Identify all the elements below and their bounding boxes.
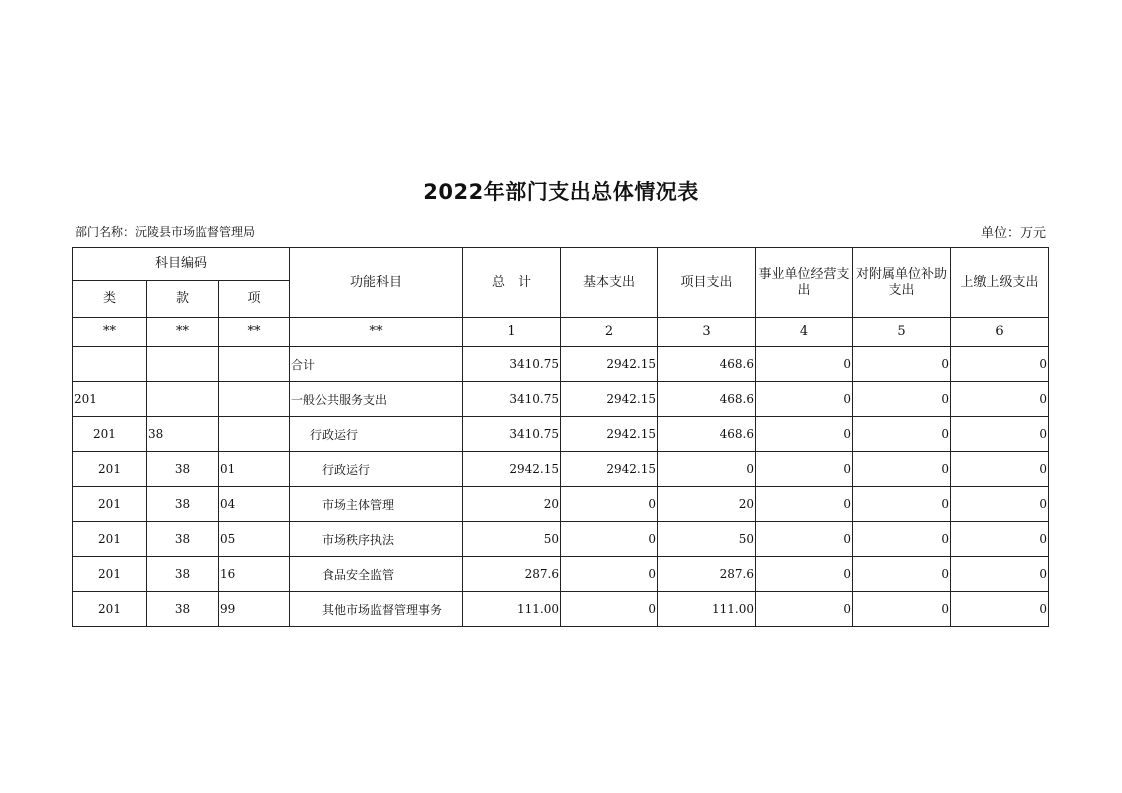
- kuan-cell: 38: [147, 557, 219, 592]
- business-cell: 0: [756, 452, 853, 487]
- index-cell: 2: [561, 318, 658, 347]
- project-cell: 0: [658, 452, 756, 487]
- business-cell: 0: [756, 487, 853, 522]
- header-row-1: [73, 248, 1049, 281]
- subject-name-cell: 合计: [290, 347, 463, 382]
- table-row: [73, 487, 1049, 522]
- table-row-total: [73, 347, 1049, 382]
- subject-name-cell: 市场秩序执法: [290, 522, 463, 557]
- unit-label: 单位：万元: [980, 226, 1046, 241]
- subject-name-cell: 行政运行: [290, 452, 463, 487]
- total-cell: 3410.75: [463, 382, 561, 417]
- business-cell: 0: [756, 417, 853, 452]
- header-business: 事业单位经营支出: [756, 248, 853, 318]
- project-cell: 468.6: [658, 347, 756, 382]
- upper-cell: 0: [951, 382, 1049, 417]
- upper-cell: 0: [951, 452, 1049, 487]
- project-cell: 50: [658, 522, 756, 557]
- basic-cell: 2942.15: [561, 347, 658, 382]
- subsidy-cell: 0: [853, 452, 951, 487]
- subsidy-cell: 0: [853, 557, 951, 592]
- basic-cell: 0: [561, 592, 658, 627]
- basic-cell: 0: [561, 557, 658, 592]
- project-cell: 111.00: [658, 592, 756, 627]
- total-cell: 111.00: [463, 592, 561, 627]
- lei-cell: 201: [73, 417, 147, 452]
- xiang-cell: 16: [219, 557, 290, 592]
- project-cell: 468.6: [658, 382, 756, 417]
- index-cell: 5: [853, 318, 951, 347]
- basic-cell: 0: [561, 522, 658, 557]
- header-subsidy: 对附属单位补助支出: [853, 248, 951, 318]
- index-cell: 1: [463, 318, 561, 347]
- index-cell: 4: [756, 318, 853, 347]
- basic-cell: 0: [561, 487, 658, 522]
- header-upper: 上缴上级支出: [951, 248, 1049, 318]
- header-kuan: 款: [147, 281, 219, 318]
- xiang-cell: 04: [219, 487, 290, 522]
- upper-cell: 0: [951, 347, 1049, 382]
- basic-cell: 2942.15: [561, 382, 658, 417]
- index-cell: **: [290, 318, 463, 347]
- business-cell: 0: [756, 557, 853, 592]
- index-cell: **: [73, 318, 147, 347]
- lei-cell: 201: [73, 557, 147, 592]
- kuan-cell: 38: [147, 452, 219, 487]
- department-name: 部门名称：沅陵县市场监督管理局: [75, 225, 256, 239]
- xiang-cell: 05: [219, 522, 290, 557]
- lei-cell: [73, 347, 147, 382]
- xiang-cell: 99: [219, 592, 290, 627]
- subsidy-cell: 0: [853, 417, 951, 452]
- header-total: 总 计: [463, 248, 561, 318]
- business-cell: 0: [756, 522, 853, 557]
- total-cell: 3410.75: [463, 417, 561, 452]
- xiang-cell: [219, 382, 290, 417]
- index-cell: **: [147, 318, 219, 347]
- total-cell: 50: [463, 522, 561, 557]
- upper-cell: 0: [951, 557, 1049, 592]
- kuan-cell: 38: [147, 487, 219, 522]
- kuan-cell: [147, 347, 219, 382]
- subject-name-cell: 其他市场监督管理事务: [290, 592, 463, 627]
- xiang-cell: [219, 347, 290, 382]
- project-cell: 20: [658, 487, 756, 522]
- table-row: [73, 557, 1049, 592]
- business-cell: 0: [756, 382, 853, 417]
- subject-name-cell: 食品安全监管: [290, 557, 463, 592]
- lei-cell: 201: [73, 452, 147, 487]
- table-row: [73, 592, 1049, 627]
- lei-cell: 201: [73, 592, 147, 627]
- header-basic: 基本支出: [561, 248, 658, 318]
- subject-name-cell: 市场主体管理: [290, 487, 463, 522]
- kuan-cell: 38: [147, 592, 219, 627]
- subject-name-cell: 一般公共服务支出: [290, 382, 463, 417]
- subsidy-cell: 0: [853, 382, 951, 417]
- business-cell: 0: [756, 347, 853, 382]
- upper-cell: 0: [951, 522, 1049, 557]
- page-title: 2022年部门支出总体情况表: [423, 180, 699, 204]
- project-cell: 468.6: [658, 417, 756, 452]
- index-cell: 3: [658, 318, 756, 347]
- kuan-cell: [147, 382, 219, 417]
- table-row: [73, 522, 1049, 557]
- lei-cell: 201: [73, 522, 147, 557]
- subject-name-cell: 行政运行: [290, 417, 463, 452]
- total-cell: 2942.15: [463, 452, 561, 487]
- index-row: [73, 318, 1049, 347]
- expenditure-table: [72, 247, 1049, 627]
- total-cell: 20: [463, 487, 561, 522]
- upper-cell: 0: [951, 487, 1049, 522]
- lei-cell: 201: [73, 382, 147, 417]
- table-row: [73, 452, 1049, 487]
- subsidy-cell: 0: [853, 592, 951, 627]
- index-cell: 6: [951, 318, 1049, 347]
- header-function-subject: 功能科目: [290, 248, 463, 318]
- header-lei: 类: [73, 281, 147, 318]
- upper-cell: 0: [951, 592, 1049, 627]
- lei-cell: 201: [73, 487, 147, 522]
- table-row: [73, 417, 1049, 452]
- basic-cell: 2942.15: [561, 452, 658, 487]
- total-cell: 287.6: [463, 557, 561, 592]
- header-project: 项目支出: [658, 248, 756, 318]
- total-cell: 3410.75: [463, 347, 561, 382]
- xiang-cell: [219, 417, 290, 452]
- subsidy-cell: 0: [853, 522, 951, 557]
- index-cell: **: [219, 318, 290, 347]
- subsidy-cell: 0: [853, 347, 951, 382]
- subsidy-cell: 0: [853, 487, 951, 522]
- kuan-cell: 38: [147, 522, 219, 557]
- kuan-cell: 38: [147, 417, 219, 452]
- business-cell: 0: [756, 592, 853, 627]
- project-cell: 287.6: [658, 557, 756, 592]
- basic-cell: 2942.15: [561, 417, 658, 452]
- table-row: [73, 382, 1049, 417]
- xiang-cell: 01: [219, 452, 290, 487]
- header-xiang: 项: [219, 281, 290, 318]
- upper-cell: 0: [951, 417, 1049, 452]
- header-subject-code: 科目编码: [73, 248, 290, 281]
